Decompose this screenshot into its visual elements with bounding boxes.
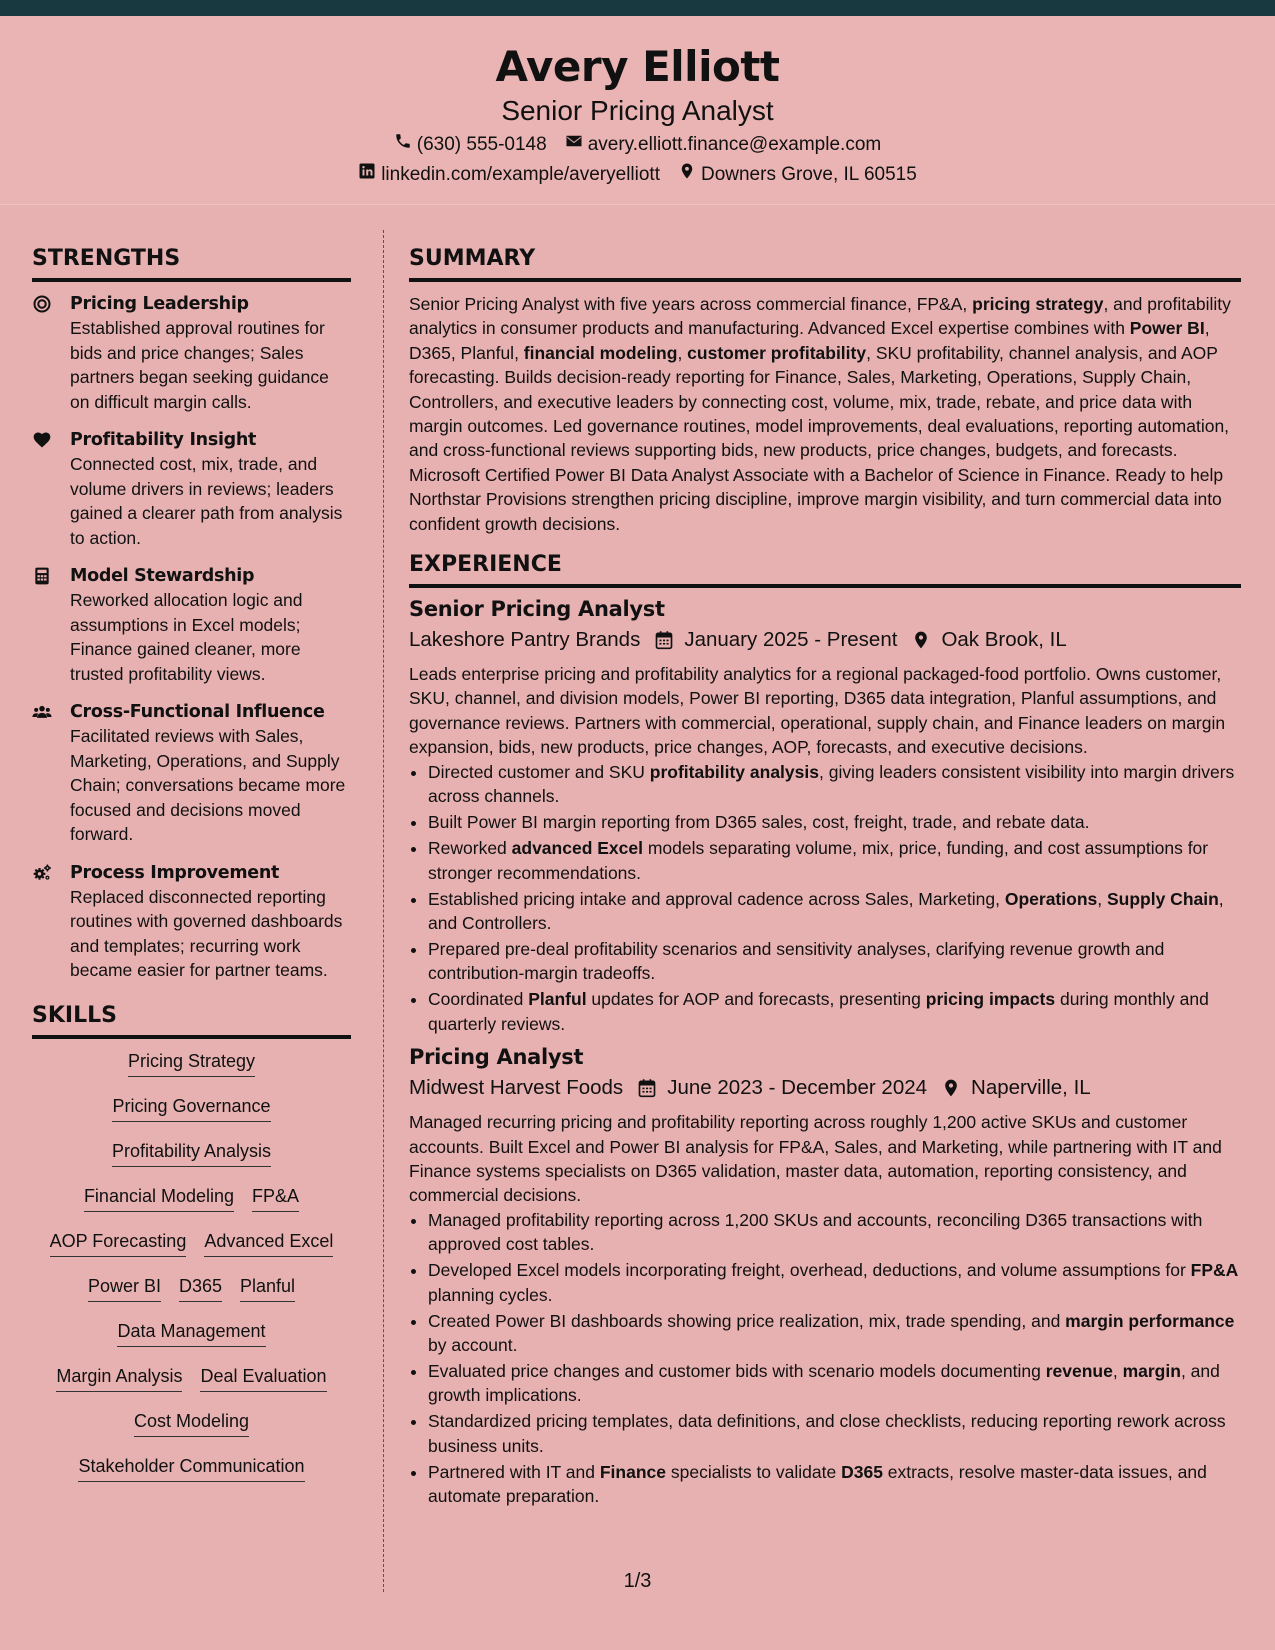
skills-row	[32, 1454, 351, 1499]
company-name: Lakeshore Pantry Brands	[409, 628, 641, 652]
skills-row	[32, 1139, 351, 1184]
phone-contact	[394, 130, 547, 160]
strength-title: Cross-Functional Influence	[70, 702, 325, 722]
strength-description: Reworked allocation logic and assumptions in Excel models; Finance gained cleaner, more trusted profitability views.	[70, 590, 303, 684]
job-entry	[409, 594, 1241, 1036]
map-pin-icon	[678, 160, 696, 190]
job-description: Leads enterprise pricing and profitability analytics for a regional packaged-food portfolio. Owns customer, SKU, channel, and division models, Power BI reporting, D365 data integration, Planful assumptions, and governance reviews. Partners with commercial, operational, supply chain, and Finance leaders on margin expansion, bids, new products, price changes, AOP, forecasts, and executive decisions.	[409, 664, 1226, 758]
text-segment: , D365, Planful,	[409, 318, 1210, 363]
job-dates: January 2025 - Present	[684, 628, 898, 652]
map-pin-icon	[941, 1078, 961, 1098]
text-segment: ,	[1097, 888, 1107, 909]
skills-row	[32, 1049, 351, 1094]
text-segment: , and growth implications.	[428, 1360, 1220, 1406]
bullet-item	[428, 836, 1241, 885]
job-bullets	[409, 1208, 1241, 1509]
skills-row	[32, 1184, 351, 1229]
text-segment: Coordinated	[428, 989, 529, 1010]
skill-tag: Financial Modeling	[84, 1184, 234, 1212]
linkedin-contact[interactable]	[358, 160, 660, 190]
skill-tag: Pricing Governance	[112, 1094, 270, 1122]
strength-body	[70, 861, 351, 983]
experience-list	[409, 594, 1241, 1509]
calendar-icon	[637, 1078, 657, 1098]
bold-keyword: Planful	[528, 989, 587, 1010]
skill-tag: Data Management	[117, 1319, 265, 1347]
phone-icon	[394, 130, 412, 160]
strength-description: Established approval routines for bids and price changes; Sales partners began seeking guidance on difficult margin calls.	[70, 318, 329, 412]
bold-keyword: advanced Excel	[511, 838, 643, 859]
bold-keyword: revenue	[1045, 1360, 1113, 1381]
strength-body	[70, 564, 351, 686]
location-contact	[678, 160, 917, 190]
job-meta	[409, 624, 1241, 656]
skill-tag: Margin Analysis	[56, 1364, 182, 1392]
text-segment: Senior Pricing Analyst with five years across commercial finance, FP&A,	[409, 294, 973, 314]
skill-tag: FP&A	[252, 1184, 299, 1212]
job-description: Managed recurring pricing and profitability reporting across roughly 1,200 active SKUs and customer accounts. Built Excel and Power BI analysis for FP&A, Sales, and Marketing, while partnering with IT and Finance systems specialists on D365 validation, master data, automation, reporting consistency, and commercial decisions.	[409, 1112, 1222, 1206]
bold-keyword: Power BI	[1129, 318, 1205, 339]
text-segment: , and Controllers.	[428, 888, 1224, 933]
job-title: Pricing Analyst	[409, 1045, 584, 1070]
strength-title: Process Improvement	[70, 862, 280, 883]
map-pin-icon	[911, 630, 931, 650]
bold-keyword: margin	[1122, 1360, 1181, 1381]
strength-item	[32, 861, 351, 983]
strength-item	[32, 564, 351, 686]
skill-tag: Deal Evaluation	[200, 1364, 326, 1392]
candidate-name: Avery Elliott	[495, 42, 780, 91]
job-dates: June 2023 - December 2024	[667, 1076, 928, 1100]
experience-heading: EXPERIENCE	[409, 546, 1241, 588]
bold-keyword: D365	[841, 1461, 883, 1482]
contact-line-1	[0, 130, 1275, 160]
strength-description: Replaced disconnected reporting routines with governed dashboards and templates; recurring work became easier for partner teams.	[70, 886, 343, 980]
text-segment: updates for AOP and forecasts, presenting	[586, 989, 926, 1010]
skill-tag: Power BI	[88, 1274, 161, 1302]
job-bullets	[409, 760, 1241, 1036]
bullet-item	[428, 987, 1241, 1036]
bullet-item	[428, 1359, 1241, 1408]
skill-tag: Planful	[240, 1274, 295, 1302]
job-location: Naperville, IL	[971, 1076, 1091, 1100]
calendar-icon	[654, 630, 674, 650]
text-segment: by account.	[428, 1334, 518, 1355]
bold-keyword: customer profitability	[687, 342, 867, 363]
bullet-item	[428, 1208, 1241, 1257]
text-segment: extracts, resolve master-data issues, and automate preparation.	[428, 1461, 1207, 1507]
email-contact[interactable]	[565, 130, 882, 160]
skills-row	[32, 1319, 351, 1364]
skill-tag: AOP Forecasting	[50, 1229, 187, 1257]
skills-row	[32, 1364, 351, 1409]
strengths-list	[32, 292, 351, 983]
strength-body	[70, 428, 351, 550]
email-address[interactable]: avery.elliott.finance@example.com	[587, 134, 882, 155]
job-entry	[409, 1042, 1241, 1508]
calculator-icon	[32, 564, 54, 686]
strengths-heading: STRENGTHS	[32, 240, 351, 282]
job-meta	[409, 1072, 1241, 1104]
skills-row	[32, 1229, 351, 1274]
text-segment: Built Power BI margin reporting from D365 sales, cost, freight, trade, and rebate data.	[428, 812, 1090, 833]
left-column	[32, 240, 351, 1499]
heart-icon	[32, 428, 54, 550]
company-name: Midwest Harvest Foods	[409, 1076, 624, 1100]
strength-item	[32, 428, 351, 550]
text-segment: , and profitability analytics in consumer products and manufacturing. Advanced Excel expertise combines with	[409, 294, 1231, 339]
bullet-item	[428, 1460, 1241, 1509]
strength-body	[70, 292, 351, 414]
skill-tag: Advanced Excel	[204, 1229, 333, 1257]
top-bar	[0, 0, 1275, 16]
strength-body	[70, 700, 351, 847]
text-segment: Reworked	[428, 838, 512, 859]
strength-item	[32, 700, 351, 847]
text-segment: models separating volume, mix, price, funding, and cost assumptions for stronger recommendations.	[428, 838, 1209, 883]
summary-text	[409, 292, 1241, 536]
phone-number: (630) 555-0148	[416, 134, 547, 155]
target-icon	[32, 292, 54, 414]
text-segment: planning cycles.	[428, 1284, 553, 1305]
bullet-item	[428, 937, 1241, 986]
skills-row	[32, 1409, 351, 1454]
text-segment: Developed Excel models incorporating freight, overhead, deductions, and volume assumptions for	[428, 1260, 1191, 1281]
skill-tag: Cost Modeling	[134, 1409, 249, 1437]
text-segment: Established pricing intake and approval cadence across Sales, Marketing,	[428, 888, 1005, 909]
text-segment: Managed profitability reporting across 1,200 SKUs and accounts, reconciling D365 transactions with approved cost tables.	[428, 1209, 1203, 1255]
gears-icon	[32, 861, 54, 983]
text-segment: Evaluated price changes and customer bids with scenario models documenting	[428, 1360, 1046, 1381]
skills-list	[32, 1049, 351, 1499]
skills-heading: SKILLS	[32, 997, 351, 1039]
envelope-icon	[565, 130, 583, 160]
job-title: Senior Pricing Analyst	[409, 597, 665, 622]
location-text: Downers Grove, IL 60515	[700, 164, 917, 185]
text-segment: specialists to validate	[666, 1461, 842, 1482]
text-segment: ,	[1112, 1360, 1123, 1381]
bold-keyword: Operations	[1004, 888, 1098, 909]
linkedin-url[interactable]: linkedin.com/example/averyelliott	[381, 164, 660, 185]
text-segment: Created Power BI dashboards showing price realization, mix, trade spending, and	[428, 1310, 1066, 1331]
bold-keyword: Finance	[599, 1461, 666, 1482]
text-segment: Prepared pre-deal profitability scenarios and sensitivity analyses, clarifying revenue growth and contribution-margin tradeoffs.	[428, 938, 1165, 984]
skill-tag: Stakeholder Communication	[78, 1454, 304, 1482]
text-segment: , giving leaders consistent visibility into margin drivers across channels.	[428, 761, 1235, 807]
text-segment: Standardized pricing templates, data definitions, and close checklists, reducing reporting rework across business units.	[428, 1411, 1226, 1456]
skills-row	[32, 1274, 351, 1319]
bullet-item	[428, 810, 1241, 834]
bullet-item	[428, 1309, 1241, 1358]
strength-title: Model Stewardship	[70, 566, 255, 586]
bullet-item	[428, 1258, 1241, 1307]
bullet-item	[428, 887, 1241, 936]
bullet-item	[428, 760, 1241, 809]
resume-header	[0, 16, 1275, 205]
bold-keyword: Supply Chain	[1106, 888, 1219, 909]
text-segment: , SKU profitability, channel analysis, and AOP forecasting. Builds decision-ready reporting for Finance, Sales, Marketing, Operations, Supply Chain, Controllers, and executive leaders by connecting cost, volume, mix, trade, rebate, and price data with margin outcomes. Led governance routines, model improvements, deal evaluations, reporting automation, and cross-functional reviews supporting bids, new products, price changes, budgets, and forecasts. Microsoft Certified Power BI Data Analyst Associate with a Bachelor of Science in Finance. Ready to help Northstar Provisions strengthen pricing discipline, improve margin visibility, and turn commercial data into confident growth decisions.	[409, 342, 1230, 534]
strength-item	[32, 292, 351, 414]
text-segment: Directed customer and SKU	[428, 761, 650, 782]
text-segment: Partnered with IT and	[428, 1461, 600, 1482]
bold-keyword: pricing impacts	[925, 989, 1056, 1010]
bold-keyword: financial modeling	[523, 342, 678, 363]
text-segment: during monthly and quarterly reviews.	[428, 989, 1209, 1034]
bold-keyword: FP&A	[1190, 1260, 1239, 1281]
skill-tag: D365	[179, 1274, 222, 1302]
job-location: Oak Brook, IL	[941, 628, 1067, 652]
column-divider	[383, 230, 384, 1592]
users-icon	[32, 700, 54, 847]
strength-description: Facilitated reviews with Sales, Marketing, Operations, and Supply Chain; conversations became more focused and decisions moved forward.	[70, 726, 346, 844]
strength-title: Pricing Leadership	[70, 294, 249, 314]
right-column	[409, 240, 1241, 1510]
contact-line-2	[0, 160, 1275, 190]
text-segment: ,	[677, 342, 688, 363]
summary-heading: SUMMARY	[409, 240, 1241, 282]
strength-description: Connected cost, mix, trade, and volume drivers in reviews; leaders gained a clearer path from analysis to action.	[70, 454, 343, 548]
strength-title: Profitability Insight	[70, 430, 257, 450]
skills-row	[32, 1094, 351, 1139]
skill-tag: Profitability Analysis	[112, 1139, 271, 1167]
bold-keyword: pricing strategy	[972, 294, 1104, 314]
bold-keyword: profitability analysis	[649, 761, 819, 782]
bold-keyword: margin performance	[1065, 1310, 1235, 1331]
candidate-title: Senior Pricing Analyst	[501, 95, 774, 126]
skill-tag: Pricing Strategy	[128, 1049, 255, 1077]
bullet-item	[428, 1409, 1241, 1458]
linkedin-icon	[358, 160, 376, 190]
page-number: 1/3	[623, 1570, 652, 1592]
